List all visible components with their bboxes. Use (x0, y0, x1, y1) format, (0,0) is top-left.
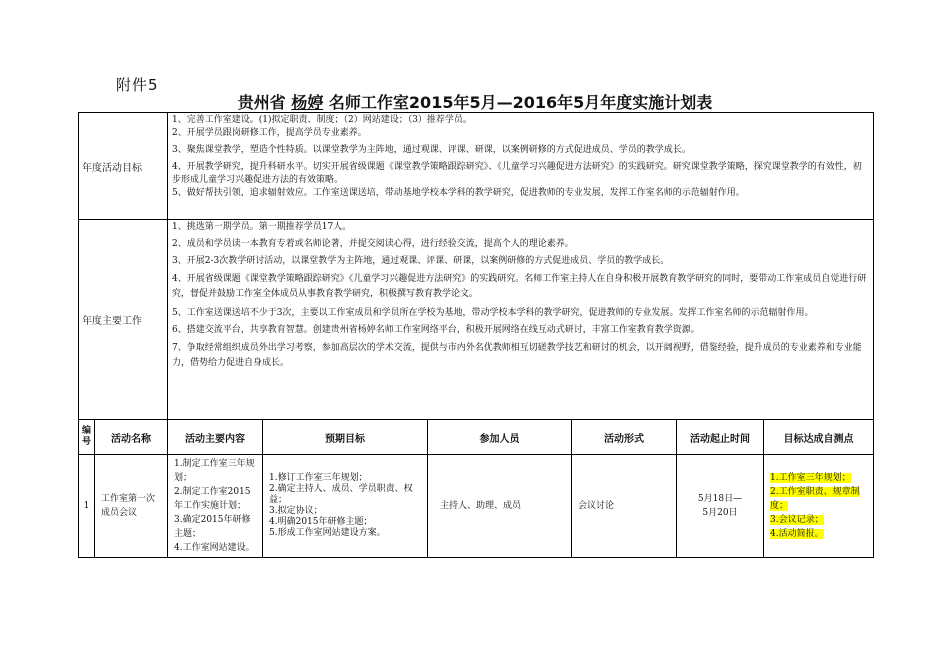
goals-label: 年度活动目标 (79, 113, 168, 220)
goal-item: 5.形成工作室网站建设方案。 (269, 528, 386, 538)
check-item: 4.活动简报。 (770, 529, 824, 539)
page-title (0, 90, 950, 113)
activity-time (677, 455, 764, 558)
header-check: 目标达成自测点 (764, 420, 874, 455)
activity-form: 会议讨论 (572, 455, 677, 558)
goal-item: 3、聚焦课堂教学，塑造个性特质。以课堂教学为主阵地，通过观课、评课、研课，以案例研修的方式促进成员、学员的教学成长。 (172, 145, 691, 155)
goal-item: 4.明确2015年研修主题； (269, 517, 373, 527)
activity-name: 工作室第一次成员会议 (95, 455, 168, 558)
attachment-label: 附件5 (116, 76, 159, 94)
work-content (168, 220, 874, 420)
header-participants: 参加人员 (428, 420, 572, 455)
activity-participants: 主持人、助理、成员 (428, 455, 572, 558)
goal-item: 2、开展学员跟岗研修工作，提高学员专业素养。 (172, 128, 367, 138)
header-name: 活动名称 (95, 420, 168, 455)
time-start: 5月18日— (697, 494, 743, 504)
header-content: 活动主要内容 (168, 420, 263, 455)
header-num: 编号 (79, 420, 95, 455)
work-item: 2、成员和学员读一本教育专着或名师论著，并提交阅读心得，进行经验交流，提高个人的理论素养。 (172, 239, 574, 249)
goals-row (79, 113, 874, 220)
check-item: 3.会议记录； (770, 515, 824, 525)
content-item: 1.制定工作室三年规划； (174, 459, 255, 483)
goal-item: 4、开展教学研究，提升科研水平。切实开展省级课题《课堂教学策略跟踪研究》、《儿童学习兴趣促进方法研究》的实践研究。研究课堂教学策略，探究课堂教学的有效性，初步形成儿童学习兴趣促进方法的有效策略。 (172, 162, 862, 185)
header-form: 活动形式 (572, 420, 677, 455)
work-row (79, 220, 874, 420)
goal-item: 3.拟定协议； (269, 506, 323, 516)
work-item: 3、开展2-3次教学研讨活动，以课堂教学为主阵地，通过观课、评课、研课，以案例研修的方式促进成员、学员的教学成长。 (172, 256, 670, 266)
work-label: 年度主要工作 (79, 220, 168, 420)
goals-content (168, 113, 874, 220)
title-name: 杨婷 (291, 93, 324, 112)
activity-content (168, 455, 263, 558)
goal-item: 1、完善工作室建设。(1)拟定职责、制度；（2）网站建设；（3）推荐学员。 (172, 115, 472, 125)
time-end: 5月20日 (702, 508, 738, 518)
work-item: 6、搭建交流平台，共享教育智慧。创建贵州省杨婷名师工作室网络平台，积极开展网络在线互动式研讨，丰富工作室教育教学资源。 (172, 325, 700, 335)
check-item: 2.工作室职责、规章制度； (770, 487, 860, 511)
activity-num: 1 (79, 455, 95, 558)
work-item: 7、争取经常组织成员外出学习考察，参加高层次的学术交流，提供与市内外名优教师相互切磋教学技艺和研讨的机会，以开阔视野，借鉴经验，提升成员的专业素养和专业能力，借势给力促进自身成长。 (172, 343, 862, 368)
header-time: 活动起止时间 (677, 420, 764, 455)
header-goal: 预期目标 (263, 420, 428, 455)
table-row (79, 455, 874, 558)
content-item: 3.确定2015年研修主题； (174, 515, 251, 539)
title-suffix: 名师工作室2015年5月—2016年5月年度实施计划表 (328, 93, 713, 112)
goal-item: 5、做好帮扶引领，追求辐射效应。工作室送课送培，带动基地学校本学科的教学研究，促进教师的专业发展，发挥工作室名师的示范辐射作用。 (172, 188, 745, 198)
plan-table (78, 112, 874, 558)
goal-item: 1.修订工作室三年规划； (269, 473, 368, 483)
title-prefix: 贵州省 (237, 93, 286, 112)
work-item: 1、挑选第一期学员。第一期推荐学员17人。 (172, 222, 352, 232)
activity-checks (764, 455, 874, 558)
content-item: 2.制定工作室2015年工作实施计划； (174, 487, 251, 511)
check-item: 1.工作室三年规划； (770, 473, 851, 483)
activity-goals (263, 455, 428, 558)
work-item: 5、工作室送课送培不少于3次，主要以工作室成员和学员所在学校为基地，带动学校本学科的教学研究，促进教师的专业发展。发挥工作室名师的示范辐射作用。 (172, 308, 814, 318)
work-item: 4、开展省级课题《课堂教学策略跟踪研究》《儿童学习兴趣促进方法研究》的实践研究。名师工作室主持人在自身积极开展教育教学研究的同时，要带动工作室成员自觉进行研究，督促并鼓励工作室全体成员从事教育教学研究，积极撰写教育教学论文。 (172, 274, 867, 299)
content-item: 4.工作室网站建设。 (174, 543, 255, 553)
activity-header-row (79, 420, 874, 455)
goal-item: 2.确定主持人、成员、学员职责、权益； (269, 484, 413, 505)
